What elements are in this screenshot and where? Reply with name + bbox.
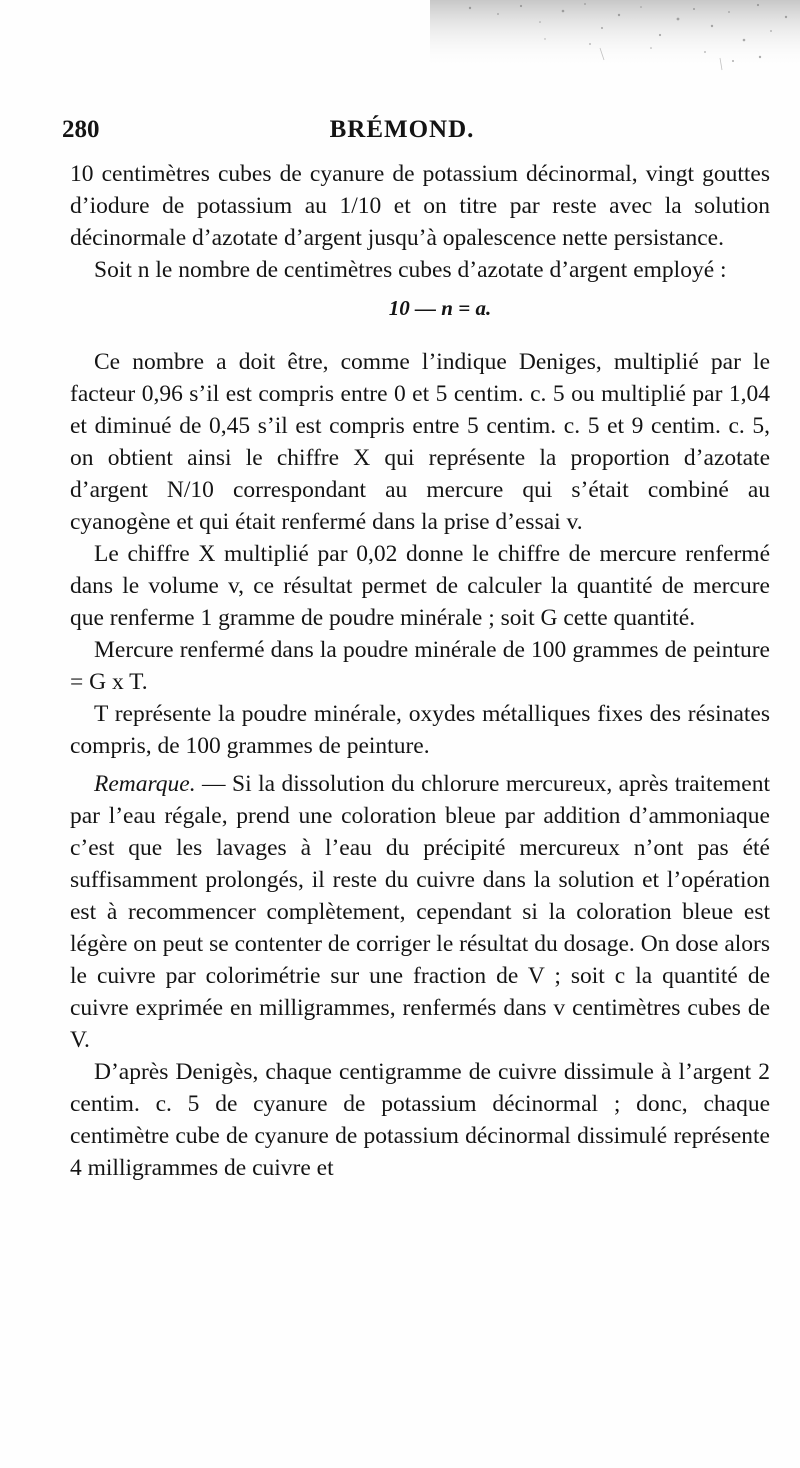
paragraph: Le chiffre X multiplié par 0,02 donne le chiffre de mercure renfermé dans le volume v, ce résultat permet de calculer la quantité de mercure que renferme 1 gramme de poudre minérale ; soit G cette quantité.	[70, 541, 770, 631]
remark-text: — Si la dissolution du chlorure mercureux, après traitement par l’eau régale, prend une coloration bleue par addition d’ammoniaque c’est que les lavages à l’eau du précipité mercureux n’ont pas été suffisamment prolongés, il reste du cuivre dans la solution et l’opération est à recommencer complètement, cependant si la coloration bleue est légère on peut se contenter de corriger le résultat du dosage. On dose alors le cuivre par colorimétrie sur une fraction de V ; soit c la quantité de cuivre exprimée en milligrammes, renfermés dans v centimètres cubes de V.	[70, 771, 770, 1053]
remark-paragraph	[70, 768, 770, 1056]
body-text	[70, 158, 770, 1184]
formula: 10 — n = a.	[388, 296, 492, 320]
paragraph: Mercure renfermé dans la poudre minérale de 100 grammes de peinture = G x T.	[70, 637, 770, 695]
running-title: BRÉMOND.	[329, 116, 475, 143]
scan-noise-texture	[0, 0, 800, 110]
page-number: 280	[62, 116, 100, 143]
paragraph: T représente la poudre minérale, oxydes métalliques fixes des résinates compris, de 100 grammes de peinture.	[70, 701, 770, 759]
paragraph: 10 centimètres cubes de cyanure de potassium décinormal, vingt gouttes d’iodure de potassium au 1/10 et on titre par reste avec la solution décinormale d’azotate d’argent jusqu’à opalescence nette persistance.	[70, 161, 770, 251]
paragraph: Soit n le nombre de centimètres cubes d’azotate d’argent employé :	[94, 257, 727, 283]
remark-label: Remarque.	[94, 771, 196, 797]
paragraph: D’après Denigès, chaque centigramme de cuivre dissimule à l’argent 2 centim. c. 5 de cyanure de potassium décinormal ; donc, chaque centimètre cube de cyanure de potassium décinormal dissimulé représente 4 milligrammes de cuivre et	[70, 1059, 770, 1181]
running-head	[62, 116, 742, 152]
paragraph: Ce nombre a doit être, comme l’indique Deniges, multiplié par le facteur 0,96 s’il est compris entre 0 et 5 centim. c. 5 ou multiplié par 1,04 et diminué de 0,45 s’il est compris entre 5 centim. c. 5 et 9 centim. c. 5, on obtient ainsi le chiffre X qui représente la proportion d’azotate d’argent N/10 correspondant au mercure qui s’était combiné au cyanogène et qui était renfermé dans la prise d’essai v.	[70, 349, 770, 535]
